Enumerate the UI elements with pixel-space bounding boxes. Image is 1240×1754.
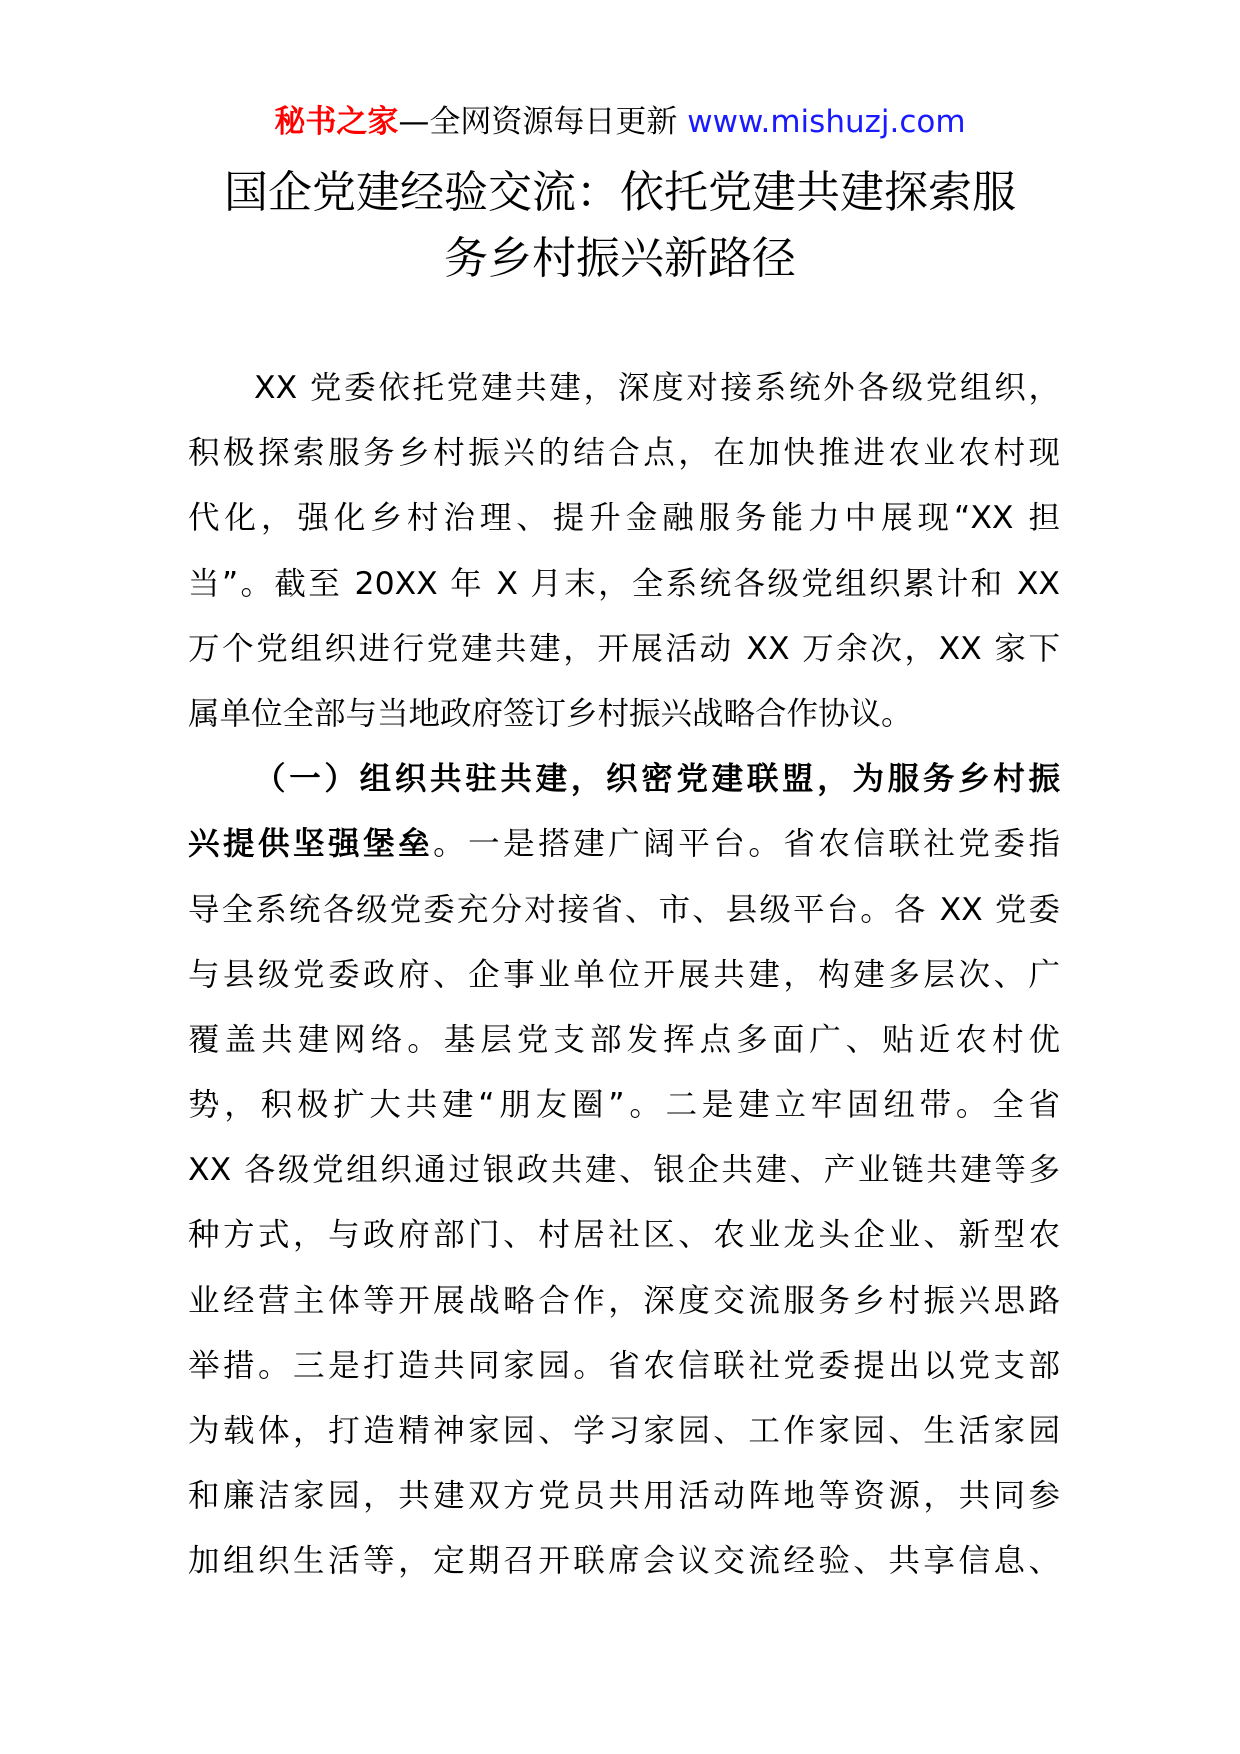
text-line: XX 各级党组织通过银政共建、银企共建、产业链共建等多	[188, 1152, 1060, 1189]
text-line: 当”。截至 20XX 年 X 月末，全系统各级党组织累计和 XX	[188, 565, 1060, 602]
text-line: 导全系统各级党委充分对接省、市、县级平台。各 XX 党委	[188, 891, 1060, 928]
site-url-link[interactable]: www.mishuzj.com	[687, 104, 966, 140]
section-heading-line: （一）组织共驻共建，织密党建联盟，为服务乡村振	[254, 761, 1060, 798]
text-line: 种方式，与政府部门、村居社区、农业龙头企业、新型农	[188, 1217, 1060, 1254]
text-line: 积极探索服务乡村振兴的结合点，在加快推进农业农村现	[188, 435, 1060, 472]
section-heading-end: 兴提供坚强堡垒	[188, 826, 434, 863]
text-line: 覆盖共建网络。基层党支部发挥点多面广、贴近农村优	[188, 1021, 1060, 1058]
text-line: 属单位全部与当地政府签订乡村振兴战略合作协议。	[188, 695, 913, 732]
text-line: 加组织生活等，定期召开联席会议交流经验、共享信息、	[188, 1543, 1060, 1580]
text-line: 为载体，打造精神家园、学习家园、工作家园、生活家园	[188, 1413, 1060, 1449]
brand-name: 秘书之家	[274, 104, 399, 140]
paragraph-intro	[188, 356, 1060, 747]
text-line: 业经营主体等开展战略合作，深度交流服务乡村振兴思路	[188, 1282, 1060, 1319]
text-line: 势，积极扩大共建“朋友圈”。二是建立牢固纽带。全省	[188, 1087, 1060, 1124]
text-line: 与县级党委政府、企事业单位开展共建，构建多层次、广	[188, 956, 1060, 993]
text-line: XX 党委依托党建共建，深度对接系统外各级党组织，	[254, 370, 1060, 406]
text-line: 万个党组织进行党建共建，开展活动 XX 万余次，XX 家下	[188, 630, 1060, 667]
document-title	[180, 160, 1060, 292]
paragraph-section-1	[188, 747, 1060, 1594]
header-tagline: —全网资源每日更新	[398, 104, 688, 140]
text-line: 代化，强化乡村治理、提升金融服务能力中展现“XX 担	[188, 500, 1060, 537]
text-line: 和廉洁家园，共建双方党员共用活动阵地等资源，共同参	[188, 1478, 1060, 1515]
text-line: 举措。三是打造共同家园。省农信联社党委提出以党支部	[188, 1347, 1060, 1384]
text-span: 。一是搭建广阔平台。省农信联社党委指	[433, 826, 1060, 863]
text-line	[188, 812, 1060, 877]
title-line-1: 国企党建经验交流：依托党建共建探索服	[224, 167, 1016, 218]
document-body	[188, 356, 1060, 1595]
title-line-2: 务乡村振兴新路径	[444, 233, 796, 284]
site-header	[0, 100, 1240, 144]
